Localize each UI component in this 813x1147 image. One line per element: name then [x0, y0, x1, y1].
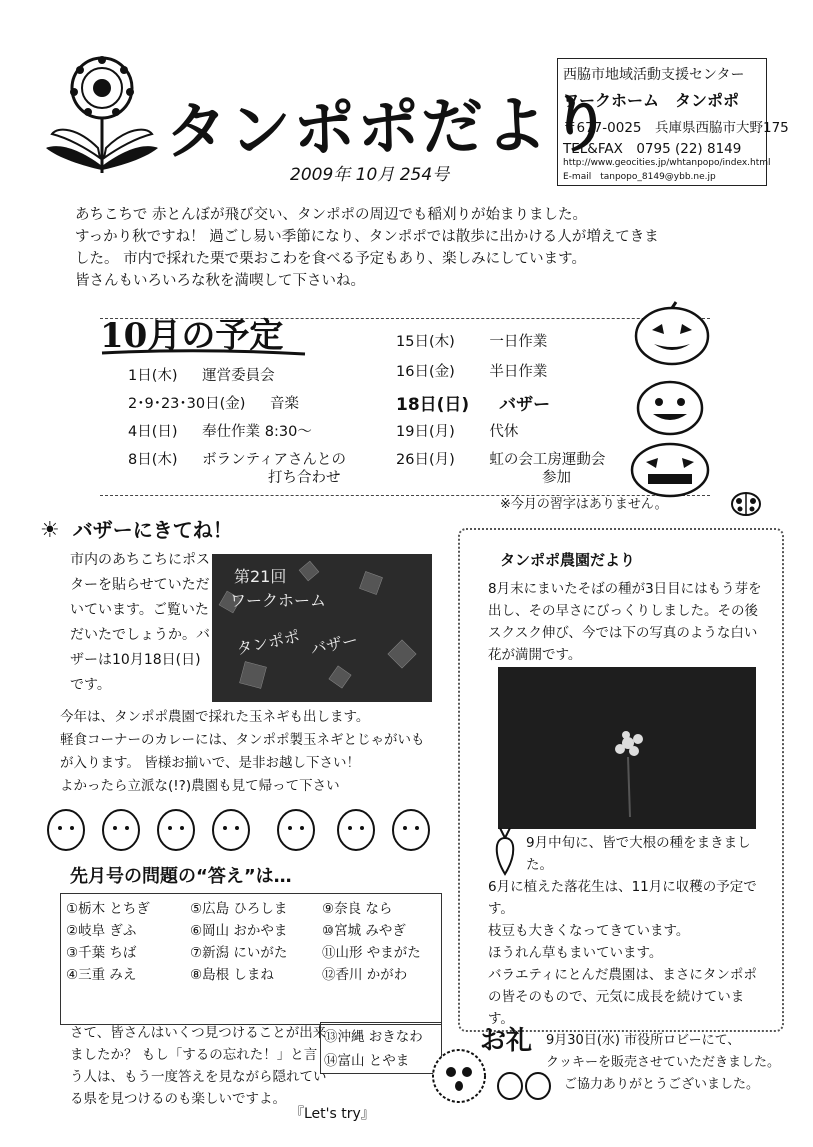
bazaar-line: よかったら立派な(!?)農園も見て帰って下さい	[60, 778, 340, 794]
farm-line: ほうれん草もまいています。	[488, 945, 663, 961]
org-telfax: TEL&FAX 0795 (22) 8149	[563, 141, 742, 157]
schedule-left-row-cont	[268, 466, 341, 487]
schedule-date: 15日(木)	[396, 334, 455, 350]
org-name: 西脇市地域活動支援センター	[563, 67, 745, 83]
bazaar-line: が入ります。 皆様お揃いで、是非お越し下さい！	[60, 755, 360, 771]
schedule-event: 半日作業	[489, 364, 548, 380]
schedule-event: 打ち合わせ	[268, 470, 341, 486]
bazaar-poster-photo	[212, 554, 432, 702]
jack-o-lantern-icon	[635, 376, 705, 436]
farm-line: バラエティにとんだ農園は、まさにタンポポの皆そのもので、元気に成長を続けています。	[488, 967, 757, 1027]
intro-text	[75, 204, 755, 292]
cookie-icon	[494, 1066, 554, 1102]
bazaar-details	[60, 706, 450, 798]
sun-icon: ☀	[40, 518, 60, 543]
jack-o-lantern-icon	[632, 300, 712, 368]
intro-line: あちこちで 赤とんぼが飛び交い、タンポポの周辺でも稲刈りが始まりました。	[75, 207, 587, 223]
answer-item: ⑫香川 かがわ	[322, 967, 408, 983]
answer-item: ⑬沖縄 おきなわ	[324, 1029, 423, 1045]
answer-item: ⑧島根 しまね	[190, 967, 274, 983]
schedule-left-row	[128, 420, 312, 441]
bazaar-heading: ☀ バザーにきてね！	[40, 518, 233, 543]
farm-heading: タンポポ農園だより	[500, 551, 636, 569]
answers-comment: さて、皆さんはいくつ見つけることが出来ましたか？ もし「するの忘れた！」と言う人は、もう一度答えを見ながら隠れている県を見つけるのも楽しいですよ。	[70, 1025, 327, 1107]
org-sub: ワークホーム タンポポ	[563, 91, 740, 110]
schedule-event: 一日作業	[489, 334, 548, 350]
schedule-date: 4日(日)	[128, 424, 178, 440]
ladybug-icon	[728, 488, 764, 518]
farm-line: 9月中旬に、皆で大根の種をまきました。	[526, 835, 751, 873]
schedule-date: 26日(月)	[396, 452, 455, 468]
org-url[interactable]: http://www.geocities.jp/whtanpopo/index.html	[563, 158, 771, 168]
poster-text: ワークホーム	[230, 591, 327, 610]
schedule-date: 2･9･23･30日(金)	[128, 396, 246, 412]
schedule-event: バザー	[499, 395, 551, 415]
schedule-left-row	[128, 364, 275, 385]
schedule-title: 10月の予定	[100, 316, 284, 356]
schedule-event: 運営委員会	[202, 368, 275, 384]
answer-item: ⑤広島 ひろしま	[190, 901, 288, 917]
newsletter-title: タンポポだより	[164, 87, 614, 168]
intro-line: すっかり秋ですね！ 過ごし易い季節になり、タンポポでは散歩に出かける人が増えてきま	[75, 229, 659, 245]
farm-line: 6月に植えた落花生は、11月に収穫の予定です。	[488, 879, 757, 917]
schedule-date: 8日(木)	[128, 452, 178, 468]
lets-try-text: 『Let's try』	[290, 1106, 375, 1122]
answer-item: ①栃木 とちぎ	[66, 901, 150, 917]
schedule-event: 代休	[489, 424, 519, 440]
onion-characters-illustration	[36, 800, 456, 855]
schedule-event: 参加	[542, 470, 571, 486]
issue-date: 2009年 10月 254号	[290, 165, 450, 185]
thanks-heading: お礼	[480, 1026, 533, 1056]
schedule-left-row	[128, 392, 299, 413]
dandelion-illustration	[38, 48, 166, 178]
answer-item: ⑪山形 やまがた	[322, 945, 421, 961]
answer-item: ⑦新潟 にいがた	[190, 945, 288, 961]
answer-item: ⑨奈良 なら	[322, 901, 393, 917]
poster-text: タンポポ	[234, 626, 302, 659]
schedule-date: 18日(日)	[396, 395, 470, 415]
bazaar-line: 軽食コーナーのカレーには、タンポポ製玉ネギとじゃがいも	[60, 732, 425, 748]
schedule-right-row-cont	[542, 466, 571, 487]
thanks-line: 9月30日(水) 市役所ロビーにて、	[546, 1033, 741, 1048]
chestnut-character-icon	[424, 1040, 494, 1110]
answer-item: ⑭富山 とやま	[324, 1053, 410, 1069]
schedule-event: 奉仕作業 8:30～	[202, 424, 312, 440]
intro-line: した。 市内で採れた栗で栗おこわを食べる予定もあり、楽しみにしています。	[75, 251, 586, 267]
schedule-title-underline	[100, 348, 310, 358]
schedule-right-row	[396, 390, 550, 415]
schedule-event: 虹の会工房運動会	[489, 452, 606, 468]
buckwheat-flower-photo	[498, 667, 756, 829]
answers-heading: 先月号の問題の“答え”は…	[70, 866, 292, 887]
thanks-line: クッキーを販売させていただきました。	[546, 1055, 781, 1070]
schedule-right-row	[396, 360, 547, 381]
bazaar-line: 今年は、タンポポ農園で採れた玉ネギも出します。	[60, 709, 370, 725]
schedule-date: 19日(月)	[396, 424, 455, 440]
poster-text: 第21回	[234, 567, 287, 586]
schedule-date: 16日(金)	[396, 364, 455, 380]
answer-item: ⑩宮城 みやぎ	[322, 923, 406, 939]
org-address: 〒677-0025 兵庫県西脇市大野175	[563, 120, 789, 136]
schedule-event: 音楽	[270, 396, 300, 412]
thanks-line: ご協力ありがとうございました。	[564, 1077, 760, 1092]
poster-text: バザー	[308, 630, 360, 659]
org-email[interactable]: E-mail tanpopo_8149@ybb.ne.jp	[563, 172, 716, 182]
answer-item: ③千葉 ちば	[66, 945, 137, 961]
schedule-note: ※今月の習字はありません。	[500, 497, 668, 512]
farm-soba-text: 8月末にまいたそばの種が3日目にはもう芽を出し、その早さにびっくりしました。その後スクスク伸び、今では下の写真のような白い花が満開です。	[488, 581, 762, 663]
schedule-right-row	[396, 448, 605, 469]
schedule-right-row	[396, 420, 518, 441]
farm-line: 枝豆も大きくなってきています。	[488, 923, 690, 939]
thanks-text	[546, 1030, 786, 1096]
answer-item: ⑥岡山 おかやま	[190, 923, 288, 939]
answer-item: ②岐阜 ぎふ	[66, 923, 137, 939]
intro-line: 皆さんもいろいろな秋を満喫して下さいね。	[75, 273, 365, 289]
schedule-right-row	[396, 330, 547, 351]
bazaar-intro: 市内のあちこちにポスターを貼らせていただいています。ご覧いただいたでしょうか。バザーは10月18日(日)です。	[70, 552, 210, 693]
farm-update-text	[488, 832, 768, 1030]
schedule-date: 1日(木)	[128, 368, 178, 384]
schedule-event: ボランティアさんとの	[202, 452, 346, 468]
jack-o-lantern-icon	[628, 438, 712, 498]
answer-item: ④三重 みえ	[66, 967, 137, 983]
